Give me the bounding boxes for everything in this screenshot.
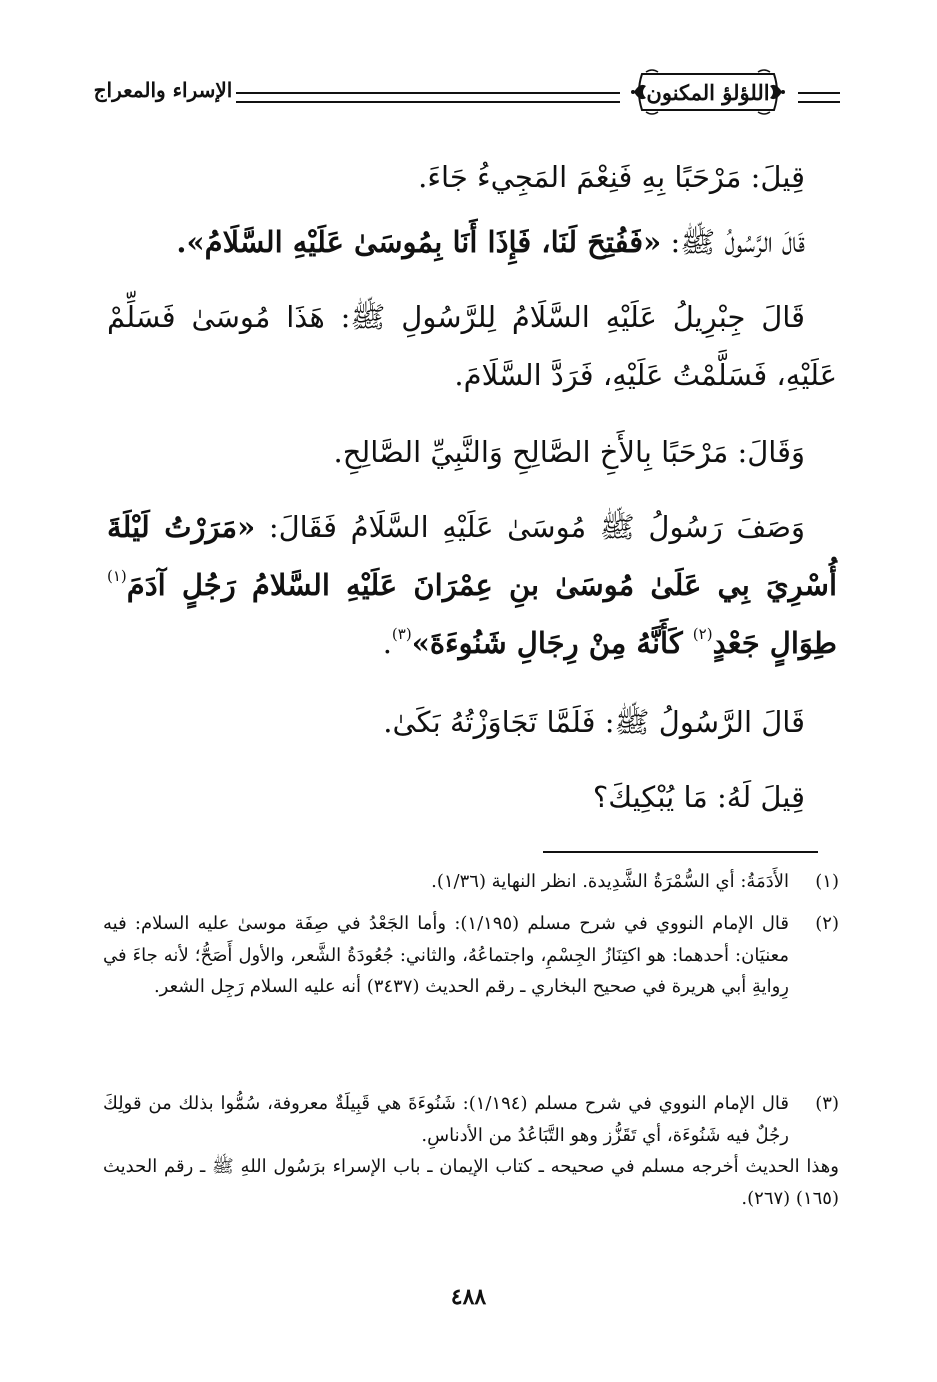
paragraph-3: قَالَ جِبْرِيلُ عَلَيْهِ السَّلَامُ لِلرَّسُولِ ﷺ: هَذَا مُوسَىٰ فَسَلِّمْ عَلَيْهِ، فَسَلَّمْتُ عَلَيْهِ، فَرَدَّ السَّلَامَ. — [107, 300, 837, 392]
footnote-text: قال الإمام النووي في شرح مسلم (١/١٩٤): شَنُوءَةَ هي قَبِيلَةٌ معروفة، سُمُّوا بذلك من قولِكَ رجُلٌ فيه شَنُوءَة، أي تَقَزُّز وهو التَّبَاعُدُ من الأدناسِ. — [103, 1093, 789, 1146]
paragraph-5-quote-1: «مَرَرْتُ لَيْلَةَ أُسْرِيَ بِي عَلَىٰ مُوسَىٰ بنِ عِمْرَانَ عَلَيْهِ السَّلامُ رَجُلٍ آدَمَ — [107, 510, 837, 602]
footnote-2 — [103, 908, 839, 1003]
footnote-ref-2[interactable]: (٢) — [692, 625, 713, 643]
paragraph-2 — [107, 213, 837, 271]
footnote-text: الأَدَمَةُ: أي السُّمْرَةُ الشَّدِيدة. انظر النهاية (١/٣٦). — [431, 871, 789, 892]
footnote-ref-3[interactable]: (٣) — [391, 625, 412, 643]
header-rule-right — [798, 92, 840, 103]
paragraph-5 — [107, 498, 837, 672]
footnote-extra-text: وهذا الحديث أخرجه مسلم في صحيحه ـ كتاب الإيمان ـ باب الإسراء برَسُول اللهِ ﷺ ـ رقم الحديث (١٦٥) (٢٦٧). — [103, 1156, 839, 1209]
paragraph-2-quote: «فَفُتِحَ لَنَا، فَإِذَا أَنَا بِمُوسَىٰ عَلَيْهِ السَّلَامُ». — [176, 225, 662, 259]
page-header — [88, 62, 840, 126]
footnote-separator — [543, 851, 818, 853]
footnote-number: (١) — [815, 871, 839, 892]
chapter-title-text: الإسراء والمعراج — [93, 78, 233, 102]
paragraph-5-quote-2: طِوَالٍ جَعْدٍ — [712, 626, 837, 660]
footnote-number: (٢) — [815, 913, 839, 934]
header-rule-left — [236, 92, 620, 103]
paragraph-7: قِيلَ لَهُ: مَا يُبْكِيكَ؟ — [592, 780, 805, 814]
paragraph-5-quote-3: كَأَنَّهُ مِنْ رِجَالِ شَنُوءَةَ» — [411, 626, 693, 660]
footnote-3 — [103, 1088, 839, 1214]
footnote-number: (٣) — [815, 1093, 839, 1114]
paragraph-5-end: . — [382, 626, 392, 660]
paragraph-2-intro: قَالَ الرَّسُولُ ﷺ: — [661, 225, 805, 259]
book-title: اللؤلؤ المكنون — [646, 79, 770, 105]
footnote-ref-1[interactable]: (١) — [107, 567, 127, 585]
paragraph-1: قِيلَ: مَرْحَبًا بِهِ فَنِعْمَ المَجِيءُ جَاءَ. — [418, 160, 805, 194]
paragraph-5-intro: وَصَفَ رَسُولُ ﷺ مُوسَىٰ عَلَيْهِ السَّلَامُ فَقَالَ: — [255, 510, 806, 544]
paragraph-4: وَقَالَ: مَرْحَبًا بِالأَخِ الصَّالِحِ وَالنَّبِيِّ الصَّالِحِ. — [333, 435, 805, 469]
book-title-cartouche — [630, 68, 786, 116]
footnote-text: قال الإمام النووي في شرح مسلم (١/١٩٥): وأما الجَعْدُ في صِفَة موسىٰ عليه السلام: فيه معنيَان: أحدهما: هو اكتِنَازُ الجِسْمِ، واجتماعُهُ، والثاني: جُعُودَةُ الشَّعر، والأول أَصَحُّ؛ لأنه جاءَ في رِوايةِ أبي هريرة في صحيح البخاري ـ رقم الحديث (٣٤٣٧) أنه عليه السلام رَجِل الشعر. — [103, 913, 789, 997]
footnote-1 — [103, 866, 839, 898]
chapter-title — [88, 78, 238, 102]
paragraph-6: قَالَ الرَّسُولُ ﷺ: فَلَمَّا تَجَاوَزْتُهُ بَكَىٰ. — [383, 705, 805, 739]
page-number: ٤٨٨ — [450, 1284, 487, 1310]
